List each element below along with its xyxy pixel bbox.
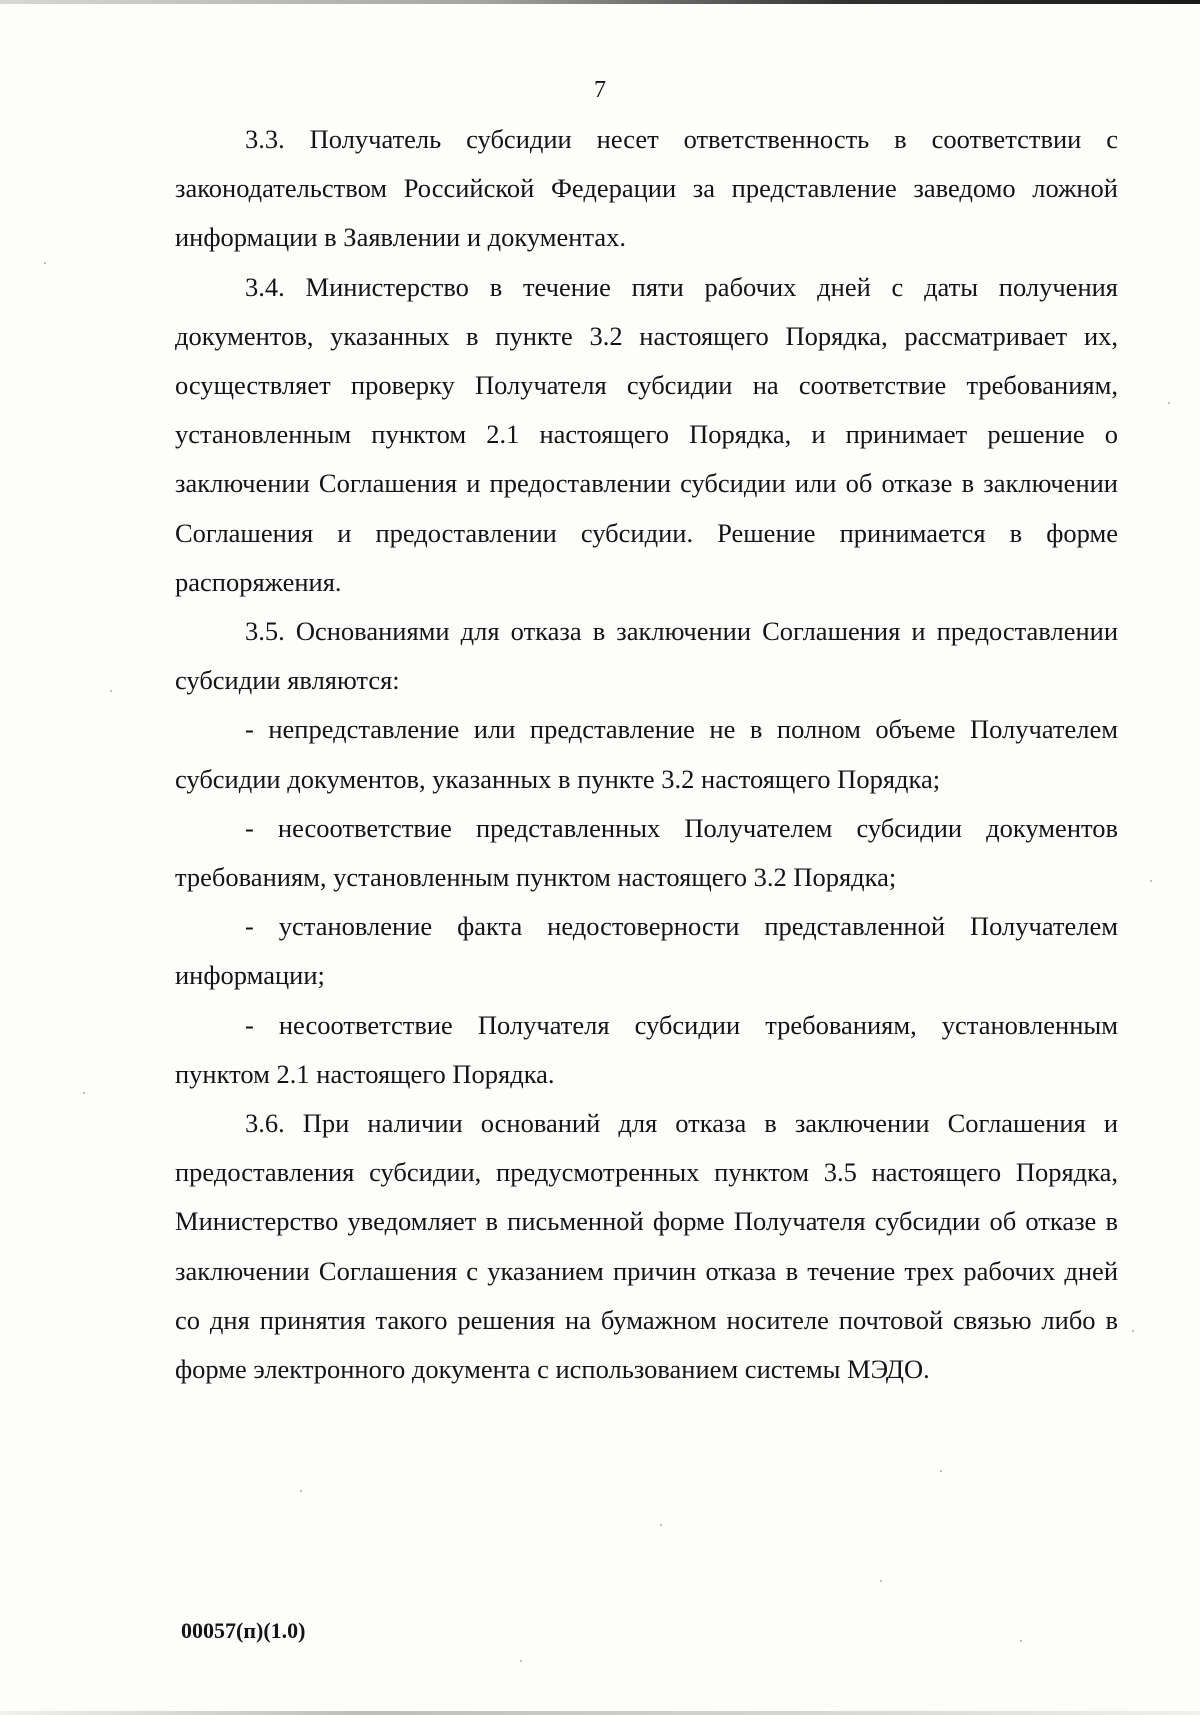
scan-speck bbox=[1020, 1640, 1022, 1642]
scan-top-edge bbox=[0, 0, 1200, 4]
list-item: - непредставление или представление не в полном объеме Получателем субсидии документов, указанных в пункте 3.2 настоящего Порядка; bbox=[175, 714, 1118, 794]
paragraph-3-4: 3.4. Министерство в течение пяти рабочих дней с даты получения документов, указанных в пункте 3.2 настоящего Порядка, рассматривает их, осуществляет проверку Получателя субсидии на соответствие требованиям, установленным пунктом 2.1 настоящего Порядка, и принимает решение о заключении Соглашения и предоставлении субсидии или об отказе в заключении Соглашения и предоставлении субсидии. Решение принимается в форме распоряжения. bbox=[175, 271, 1118, 597]
scan-speck bbox=[660, 1524, 662, 1526]
paragraph-3-5: 3.5. Основаниями для отказа в заключении Соглашения и предоставлении субсидии являются: bbox=[175, 616, 1118, 696]
list-item: - несоответствие Получателя субсидии требованиям, установленным пунктом 2.1 настоящего Порядка. bbox=[175, 1009, 1118, 1089]
document-body bbox=[175, 115, 1118, 1394]
scan-speck bbox=[44, 262, 46, 264]
scan-speck bbox=[1168, 402, 1170, 404]
list-item: - установление факта недостоверности представленной Получателем информации; bbox=[175, 911, 1118, 991]
scan-speck bbox=[1132, 1330, 1134, 1332]
paragraph-3-6: 3.6. При наличии оснований для отказа в заключении Соглашения и предоставления субсидии, предусмотренных пунктом 3.5 настоящего Порядка, Министерство уведомляет в письменной форме Получателя субсидии об отказе в заключении Соглашения с указанием причин отказа в течение трех рабочих дней со дня принятия такого решения на бумажном носителе почтовой связью либо в форме электронного документа с использованием системы МЭДО. bbox=[175, 1108, 1118, 1385]
scan-speck bbox=[1150, 880, 1152, 882]
scan-speck bbox=[880, 1580, 882, 1582]
scan-speck bbox=[83, 1092, 85, 1094]
page-number: 7 bbox=[594, 77, 606, 103]
scan-speck bbox=[110, 690, 112, 692]
scan-speck bbox=[300, 1490, 302, 1492]
scan-speck bbox=[520, 1660, 522, 1662]
scan-speck bbox=[940, 1470, 942, 1472]
paragraph-3-3: 3.3. Получатель субсидии несет ответственность в соответствии с законодательством Российской Федерации за представление заведомо ложной информации в Заявлении и документах. bbox=[175, 124, 1118, 253]
list-item: - несоответствие представленных Получателем субсидии документов требованиям, установленным пунктом настоящего 3.2 Порядка; bbox=[175, 812, 1118, 893]
document-code: 00057(п)(1.0) bbox=[181, 1618, 306, 1643]
scan-bottom-edge bbox=[0, 1711, 1200, 1715]
